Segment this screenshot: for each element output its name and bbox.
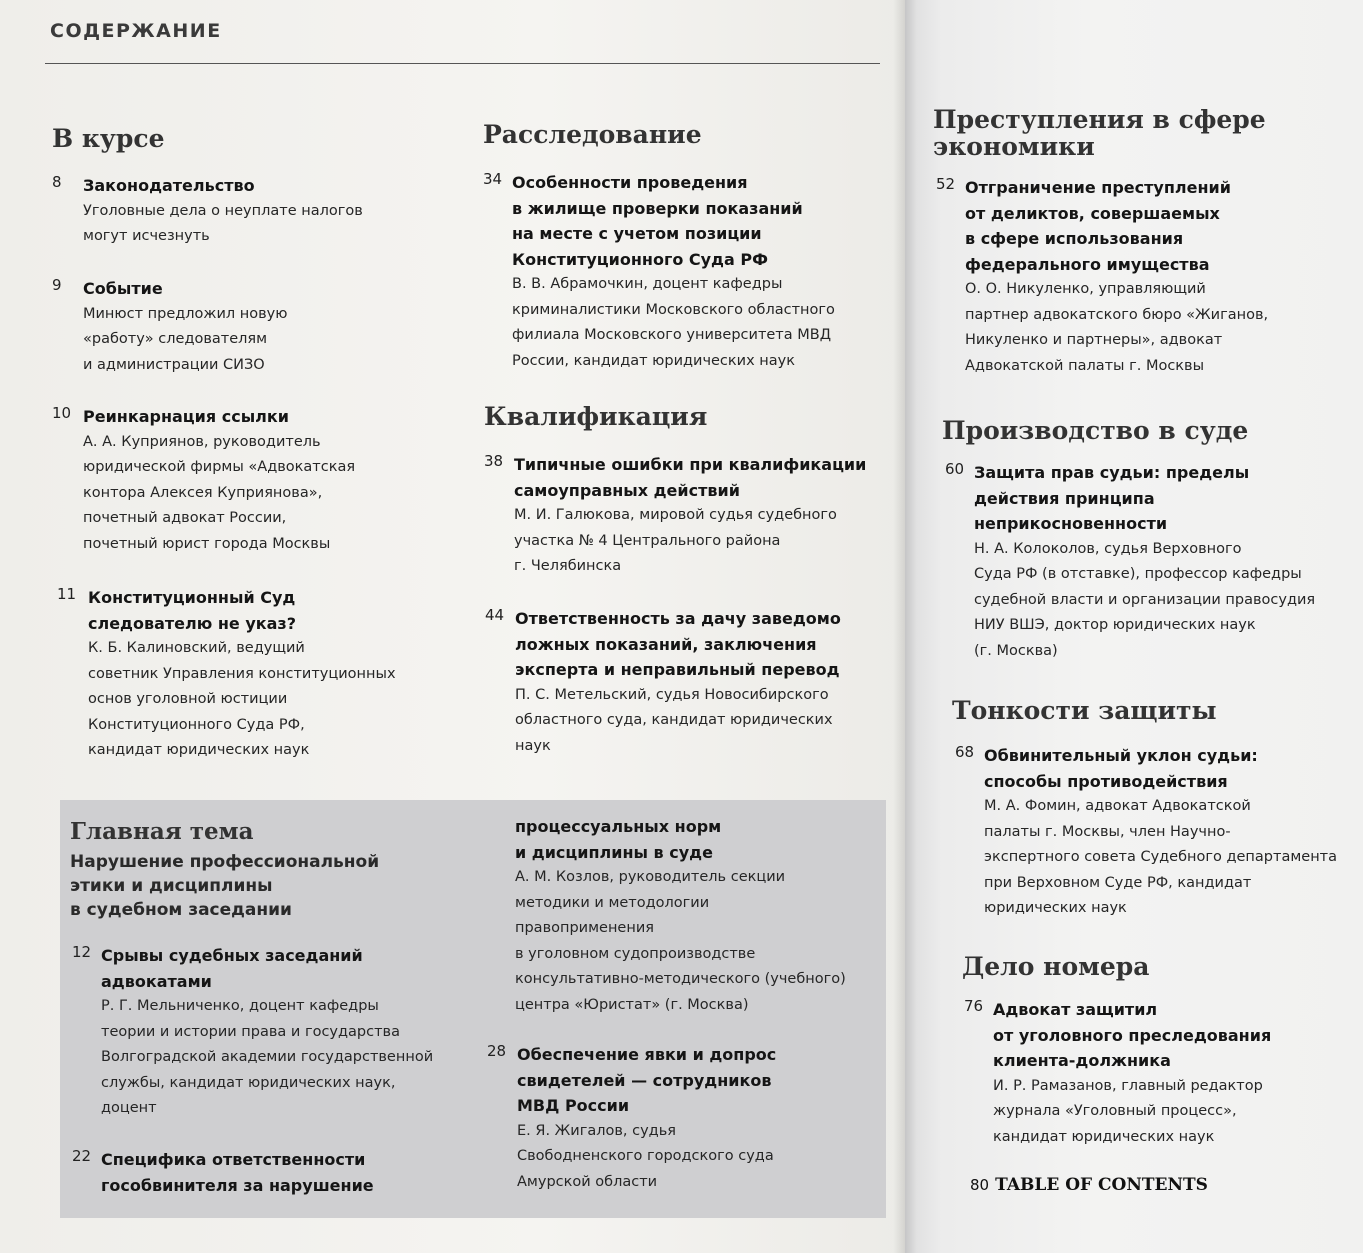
section-title-kvalifikaciya: Квалификация [484,402,708,431]
entry-description: А. М. Козлов, руководитель секции методики и методологии правоприменения в уголовном судопроизводстве консультативно-методического (учебного) центра «Юристат» (г. Москва) [515,869,846,1013]
toc-entry-22-continued[interactable] [515,814,885,1018]
section-title-tonkosti: Тонкости защиты [952,696,1217,725]
entry-title: Законодательство [83,176,255,195]
entry-description: М. А. Фомин, адвокат Адвокатской палаты г. Москвы, член Научно- экспертного совета Судебного департамента при Верховном Суде РФ, кандидат юридических наук [984,798,1338,916]
entry-title: Обвинительный уклон судьи: способы противодействия [984,746,1258,791]
page-title: СОДЕРЖАНИЕ [50,20,222,42]
entry-title: Отграничение преступлений от деликтов, совершаемых в сфере использования федерального имущества [965,178,1231,274]
section-title-proizvodstvo: Производство в суде [942,416,1249,445]
page-number: 10 [52,404,72,422]
page-number: 80 [970,1176,990,1194]
entry-description: И. Р. Рамазанов, главный редактор журнала «Уголовный процесс», кандидат юридических наук [993,1077,1263,1145]
main-theme-title: Главная тема [70,818,254,845]
page-number: 11 [57,585,77,603]
toc-entry-22[interactable] [72,1147,472,1198]
entry-title: Событие [83,279,163,298]
section-title-rassledovanie: Расследование [483,120,702,149]
entry-title: Конституционный Суд следователю не указ? [88,588,296,633]
entry-description: Минюст предложил новую «работу» следователям и администрации СИЗО [83,305,288,373]
page-number: 44 [485,606,505,624]
toc-entry-8[interactable] [52,173,392,250]
toc-entry-28[interactable] [487,1042,877,1195]
entry-description: О. О. Никуленко, управляющий партнер адвокатского бюро «Жиганов, Никуленко и партнеры», адвокат Адвокатской палаты г. Москвы [965,281,1269,374]
entry-title: Особенности проведения в жилище проверки показаний на месте с учетом позиции Конституционного Суда РФ [512,173,803,269]
page-number: 22 [72,1147,92,1165]
toc-entry-60[interactable] [945,460,1355,664]
entry-description: М. И. Галюкова, мировой судья судебного участка № 4 Центрального района г. Челябинска [514,507,837,574]
section-title-delo: Дело номера [962,952,1150,981]
page-number: 38 [484,452,504,470]
entry-description: К. Б. Калиновский, ведущий советник Управления конституционных основ уголовной юстиции Конституционного Суда РФ, кандидат юридических наук [88,640,396,758]
toc-entry-10[interactable] [52,404,412,557]
page-number: 34 [483,170,503,188]
entry-title: Обеспечение явки и допрос свидетелей — сотрудников МВД России [517,1045,777,1115]
entry-title: Специфика ответственности гособвинителя за нарушение [101,1150,374,1195]
toc-entry-68[interactable] [955,743,1360,922]
page-number: 12 [72,943,92,961]
toc-entry-44[interactable] [485,606,885,759]
toc-entry-12[interactable] [72,943,472,1122]
entry-title: Реинкарнация ссылки [83,407,289,426]
entry-description: А. А. Куприянов, руководитель юридической фирмы «Адвокатская контора Алексея Куприянова», почетный адвокат России, почетный юрист города Москвы [83,433,356,552]
entry-title: Защита прав судьи: пределы действия принципа неприкосновенности [974,463,1250,533]
entry-title: процессуальных норм и дисциплины в суде [515,817,722,862]
page-number: 68 [955,743,975,761]
toc-entry-52[interactable] [936,175,1346,379]
entry-title: TABLE OF CONTENTS [995,1175,1208,1195]
main-theme-subtitle: Нарушение профессиональной этики и дисциплины в судебном заседании [70,852,380,920]
entry-title: Ответственность за дачу заведомо ложных показаний, заключения эксперта и неправильный перевод [515,609,841,679]
toc-entry-38[interactable] [484,452,894,580]
entry-description: Е. Я. Жигалов, судья Свободненского городского суда Амурской области [517,1122,774,1190]
entry-description: Уголовные дела о неуплате налогов могут исчезнуть [83,202,363,244]
page-number: 76 [964,997,984,1015]
entry-description: Р. Г. Мельниченко, доцент кафедры теории и истории права и государства Волгоградской академии государственной службы, кандидат юридических наук, доцент [101,998,434,1116]
entry-description: В. В. Абрамочкин, доцент кафедры криминалистики Московского областного филиала Московского университета МВД России, кандидат юридических наук [512,276,835,369]
section-title-v-kurse: В курсе [52,124,165,153]
toc-entry-11[interactable] [57,585,457,764]
toc-entry-80[interactable] [970,1175,1208,1195]
page-number: 60 [945,460,965,478]
page-number: 52 [936,175,956,193]
header-divider [45,63,880,64]
entry-title: Срывы судебных заседаний адвокатами [101,946,363,991]
entry-title: Адвокат защитил от уголовного преследования клиента-должника [993,1000,1272,1070]
toc-entry-9[interactable] [52,276,392,378]
entry-title: Типичные ошибки при квалификации самоуправных действий [514,455,867,500]
section-title-ekonomika: Преступления в сфере экономики [933,105,1266,161]
toc-entry-34[interactable] [483,170,883,374]
page-number: 9 [52,276,62,294]
entry-description: П. С. Метельский, судья Новосибирского областного суда, кандидат юридических наук [515,686,833,754]
page-number: 28 [487,1042,507,1060]
page-number: 8 [52,173,62,191]
entry-description: Н. А. Колоколов, судья Верховного Суда РФ (в отставке), профессор кафедры судебной власти и организации правосудия НИУ ВШЭ, доктор юридических наук (г. Москва) [974,540,1316,659]
toc-entry-76[interactable] [964,997,1354,1150]
page-gutter [893,0,917,1253]
